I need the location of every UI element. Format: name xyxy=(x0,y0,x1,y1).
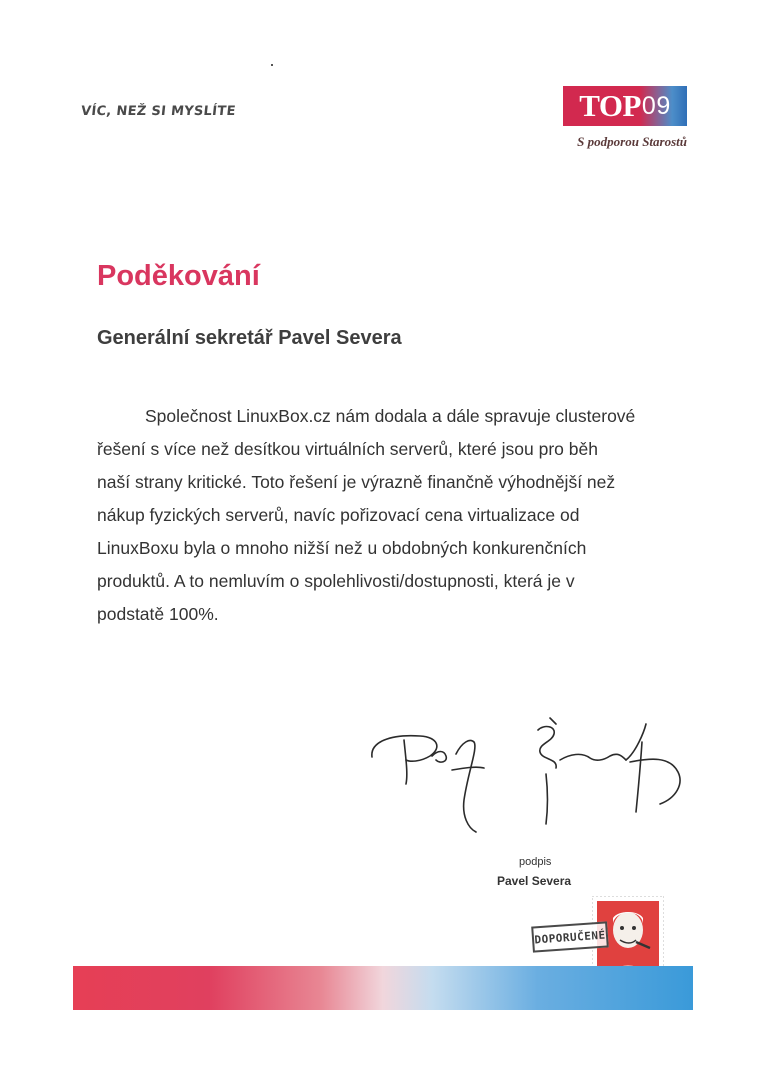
body-line: naší strany kritické. Toto řešení je výrazně finančně výhodnější než xyxy=(97,472,616,492)
logo-number: 09 xyxy=(641,91,671,120)
letter-title: Poděkování xyxy=(97,260,260,292)
logo-tagline: S podporou Starostů xyxy=(577,134,687,149)
signatory-name: Pavel Severa xyxy=(497,874,572,888)
body-line: nákup fyzických serverů, navíc pořizovací cena virtualizace od xyxy=(97,505,580,525)
stamp-label-box xyxy=(531,921,609,952)
body-line: podstatě 100%. xyxy=(97,604,219,624)
signature-caption: podpis xyxy=(519,856,552,868)
letter-body xyxy=(97,400,697,631)
header-slogan: VÍC, NEŽ SI MYSLÍTE xyxy=(80,104,237,119)
body-line: řešení s více než desítkou virtuálních serverů, které jsou pro běh xyxy=(97,439,598,459)
handwritten-signature xyxy=(360,712,700,862)
body-line: Společnost LinuxBox.cz nám dodala a dále spravuje clusterové xyxy=(145,406,636,426)
stamp-label: DOPORUČENÉ xyxy=(534,928,606,946)
logo-box xyxy=(563,86,687,126)
body-line: LinuxBoxu byla o mnoho nižší než u obdobných konkurenčních xyxy=(97,538,587,558)
body-line: produktů. A to nemluvím o spolehlivosti/dostupnosti, která je v xyxy=(97,571,575,591)
letter-subtitle: Generální sekretář Pavel Severa xyxy=(97,327,402,349)
scan-speck xyxy=(271,64,273,66)
top09-logo xyxy=(563,86,687,156)
logo-brand: TOP xyxy=(579,88,641,123)
footer-color-band xyxy=(73,966,693,1010)
